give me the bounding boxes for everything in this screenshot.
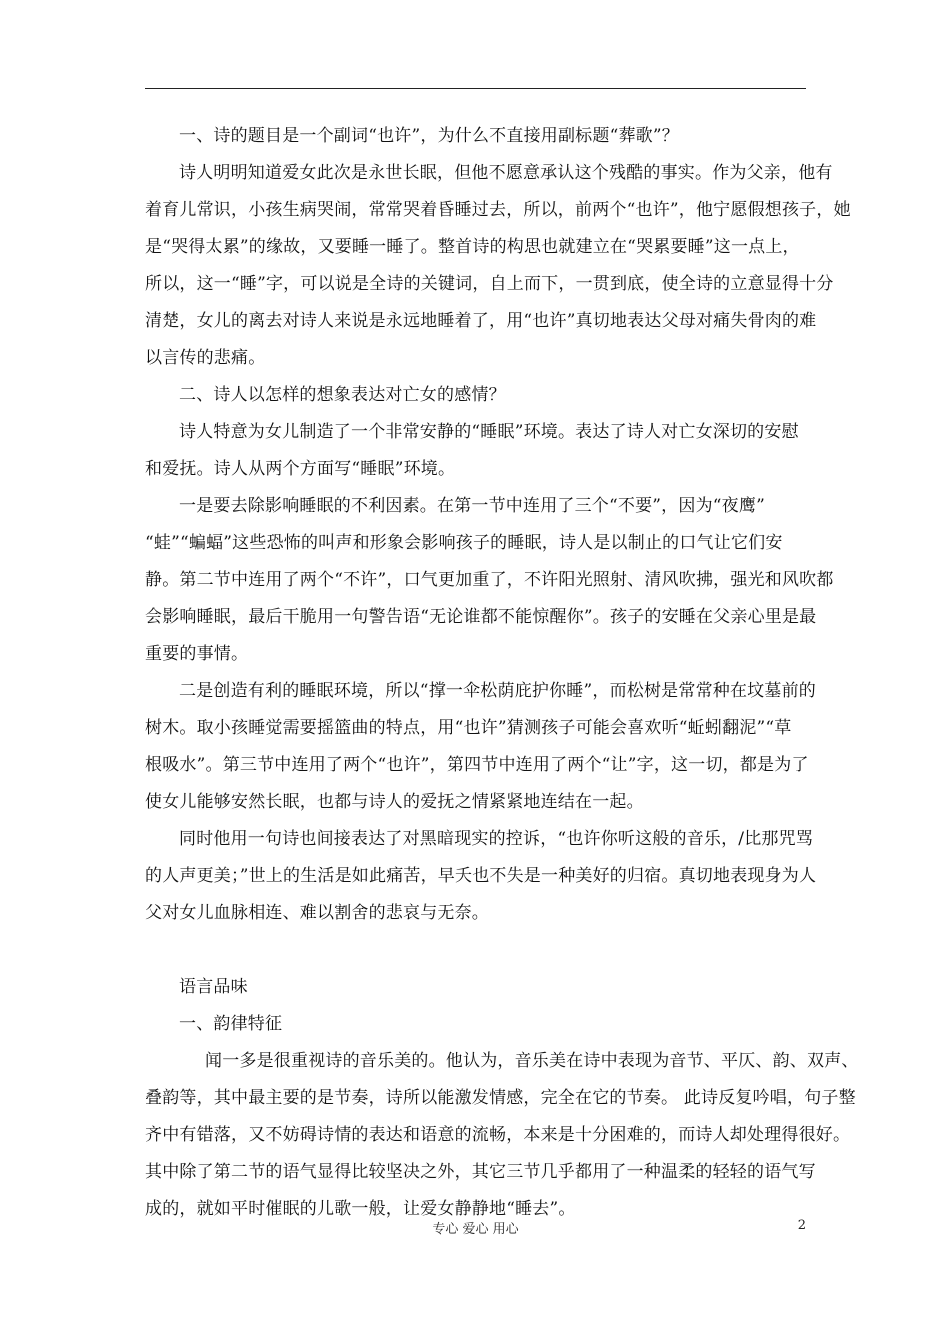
text-line: 一是要去除影响睡眠的不利因素。在第一节中连用了三个“不要”，因为“夜鹰” (179, 496, 765, 516)
header-rule (145, 88, 806, 89)
text-line: 一、韵律特征 (179, 1014, 283, 1034)
text-line: 静。第二节中连用了两个“不许”，口气更加重了，不许阳光照射、清风吹拂，强光和风吹都 (145, 570, 834, 590)
text-line: 着育儿常识，小孩生病哭闹，常常哭着昏睡过去，所以，前两个“也许”，他宁愿假想孩子，她 (145, 200, 851, 220)
text-line: “蛙”“蝙蝠”这些恐怖的叫声和形象会影响孩子的睡眠，诗人是以制止的口气让它们安 (145, 533, 783, 553)
text-line: 诗人特意为女儿制造了一个非常安静的“睡眠”环境。表达了诗人对亡女深切的安慰 (179, 422, 799, 442)
blank-line (145, 932, 806, 969)
text-line: 重要的事情。 (145, 644, 249, 664)
text-line: 闻一多是很重视诗的音乐美的。他认为，音乐美在诗中表现为音节、平仄、韵、双声、 (205, 1051, 859, 1071)
text-line: 是“哭得太累”的缘故，又要睡一睡了。整首诗的构思也就建立在“哭累要睡”这一点上， (145, 237, 800, 257)
text-line: 的人声更美；”世上的生活是如此痛苦，早夭也不失是一种美好的归宿。真切地表现身为人 (145, 866, 817, 886)
page-number: 2 (797, 1218, 806, 1233)
text-line: 叠韵等，其中最主要的是节奏，诗所以能激发情感，完全在它的节奏。 此诗反复吟唱，句子整 (145, 1088, 856, 1108)
text-line: 树木。取小孩睡觉需要摇篮曲的特点，用“也许”猜测孩子可能会喜欢听“蚯蚓翻泥”“草 (145, 718, 792, 738)
text-line: 诗人明明知道爱女此次是永世长眠，但他不愿意承认这个残酷的事实。作为父亲，他有 (179, 163, 833, 183)
text-line: 其中除了第二节的语气显得比较坚决之外，其它三节几乎都用了一种温柔的轻轻的语气写 (145, 1162, 816, 1182)
text-line: 清楚，女儿的离去对诗人来说是永远地睡着了，用“也许”真切地表达父母对痛失骨肉的难 (145, 311, 817, 331)
text-line: 语言品味 (179, 977, 248, 997)
text-line: 使女儿能够安然长眠，也都与诗人的爱抚之情紧紧地连结在一起。 (145, 792, 644, 812)
text-line: 成的，就如平时催眠的儿歌一般，让爱女静静地“睡去”。 (145, 1199, 576, 1219)
text-line: 所以，这一“睡”字，可以说是全诗的关键词，自上而下，一贯到底，使全诗的立意显得十分 (145, 274, 834, 294)
text-line: 会影响睡眠，最后干脆用一句警告语“无论谁都不能惊醒你”。孩子的安睡在父亲心里是最 (145, 607, 817, 627)
text-line: 一、诗的题目是一个副词“也许”，为什么不直接用副标题“葬歌”？ (179, 126, 679, 146)
footer-motto: 专心 爱心 用心 (432, 1222, 519, 1237)
text-line: 齐中有错落，又不妨碍诗情的表达和语意的流畅，本来是十分困难的，而诗人却处理得很好。 (145, 1125, 851, 1145)
document-body (145, 118, 859, 1228)
text-line: 和爱抚。诗人从两个方面写“睡眠”环境。 (145, 459, 456, 479)
text-line: 二是创造有利的睡眠环境，所以“撑一伞松荫庇护你睡”，而松树是常常种在坟墓前的 (179, 681, 816, 701)
text-line: 二、诗人以怎样的想象表达对亡女的感情？ (179, 385, 506, 405)
text-line: 父对女儿血脉相连、难以割舍的悲哀与无奈。 (145, 903, 489, 923)
text-line: 同时他用一句诗也间接表达了对黑暗现实的控诉，“也许你听这般的音乐，/比那咒骂 (179, 829, 814, 849)
text-line: 根吸水”。第三节中连用了两个“也许”，第四节中连用了两个“让”字，这一切，都是为了 (145, 755, 809, 775)
page-footer (145, 1218, 806, 1242)
text-line: 以言传的悲痛。 (145, 348, 266, 368)
